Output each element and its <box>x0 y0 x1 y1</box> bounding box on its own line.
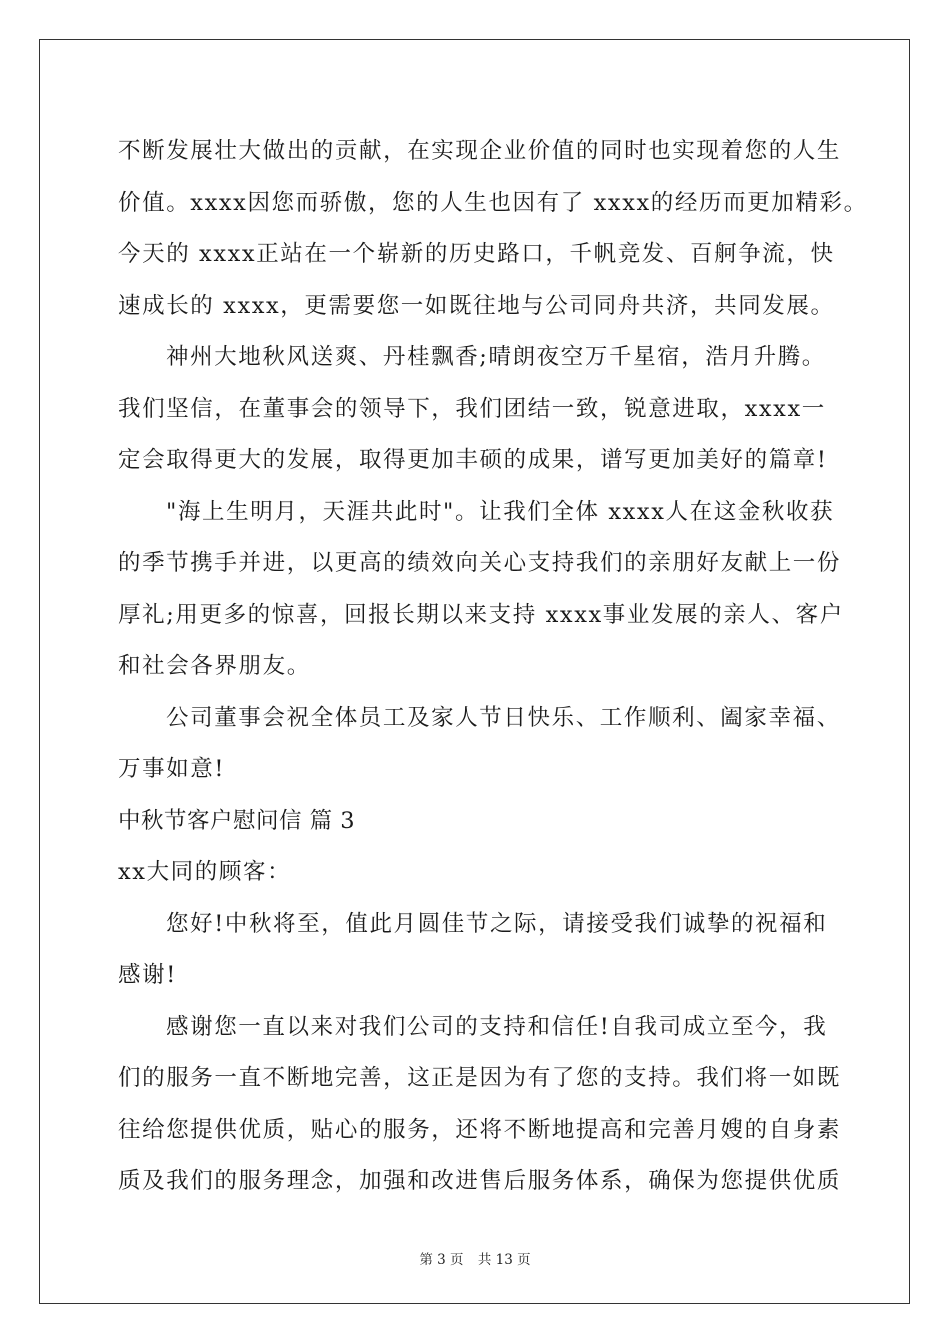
page-total: 共 13 页 <box>477 1252 531 1268</box>
text-line: 今天的 xxxx正站在一个崭新的历史路口，千帆竞发、百舸争流，快 <box>118 241 835 267</box>
document-body <box>118 128 868 1210</box>
paragraph-start-line: "海上生明月，天涯共此时"。让我们全体 xxxx人在这金秋收获 <box>166 498 835 525</box>
text-line: 们的服务一直不断地完善，这正是因为有了您的支持。我们将一如既 <box>118 1065 842 1091</box>
paragraph-start-line: 神州大地秋风送爽、丹桂飘香;晴朗夜空万千星宿，浩月升腾。 <box>166 344 826 370</box>
paragraph-start-line: 公司董事会祝全体员工及家人节日快乐、工作顺利、阖家幸福、 <box>166 704 841 731</box>
page-footer <box>0 1248 950 1268</box>
salutation-line: xx大同的顾客： <box>118 859 292 885</box>
text-line: 质及我们的服务理念，加强和改进售后服务体系，确保为您提供优质 <box>118 1168 842 1194</box>
text-line: 我们坚信，在董事会的领导下，我们团结一致，锐意进取，xxxx一 <box>118 395 826 422</box>
text-line: 价值。xxxx因您而骄傲，您的人生也因有了 xxxx的经历而更加精彩。 <box>118 189 868 216</box>
paragraph-start-line: 您好!中秋将至，值此月圆佳节之际，请接受我们诚挚的祝福和 <box>166 910 828 937</box>
text-line: 定会取得更大的发展，取得更加丰硕的成果，谱写更加美好的篇章! <box>118 447 828 473</box>
text-line: 厚礼;用更多的惊喜，回报长期以来支持 xxxx事业发展的亲人、客户 <box>118 601 844 628</box>
paragraph-start-line: 感谢您一直以来对我们公司的支持和信任!自我司成立至今，我 <box>166 1013 828 1040</box>
text-line: 速成长的 xxxx，更需要您一如既往地与公司同舟共济，共同发展。 <box>118 292 835 319</box>
text-line: 感谢! <box>118 962 177 988</box>
text-line: 不断发展壮大做出的贡献，在实现企业价值的同时也实现着您的人生 <box>118 138 842 164</box>
text-line: 往给您提供优质，贴心的服务，还将不断地提高和完善月嫂的自身素 <box>118 1116 842 1143</box>
text-line: 的季节携手并进，以更高的绩效向关心支持我们的亲朋好友献上一份 <box>118 550 842 576</box>
section-heading: 中秋节客户慰问信 篇 3 <box>118 807 356 834</box>
text-line: 万事如意! <box>118 756 226 782</box>
page-number: 第 3 页 <box>419 1252 464 1268</box>
text-line: 和社会各界朋友。 <box>118 653 311 679</box>
